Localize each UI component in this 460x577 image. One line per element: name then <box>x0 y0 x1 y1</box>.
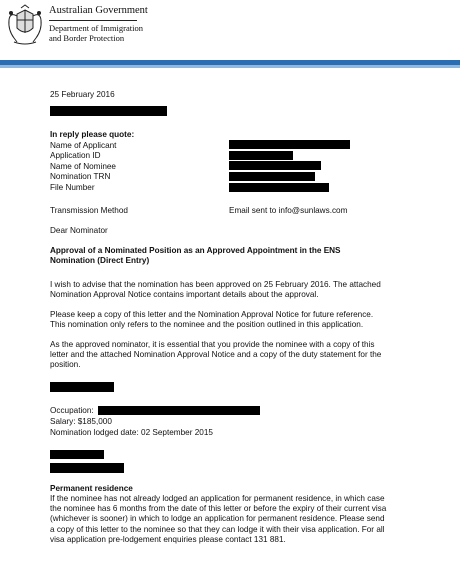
redacted-applicant-name <box>229 140 350 149</box>
department-line-2: and Border Protection <box>49 33 125 43</box>
department-line-1: Department of Immigration <box>49 23 143 33</box>
transmission-value: Email sent to info@sunlaws.com <box>229 206 348 215</box>
paragraph-line: Please keep a copy of this letter and the Nomination Approval Notice for future reference. <box>50 310 374 319</box>
paragraph-line: As the approved nominator, it is essential that you provide the nominee with a copy of this <box>50 340 375 349</box>
subject <box>50 246 430 266</box>
coat-of-arms-icon <box>6 4 44 48</box>
paragraph-line: (whichever is sooner) in which to lodge an application for permanent residence. Please send <box>50 514 385 524</box>
redacted-application-id <box>229 151 293 160</box>
redacted-occupation <box>98 406 260 415</box>
pr-paragraph <box>50 494 442 545</box>
redacted-addressee <box>50 106 167 116</box>
field-applicant-name: Name of Applicant <box>50 141 117 150</box>
redacted-line-1 <box>50 450 104 459</box>
department-name <box>49 23 143 43</box>
redacted-position-line <box>50 382 114 392</box>
paragraph-line: Nomination Approval Notice contains important details about the approval. <box>50 290 319 300</box>
government-name: Australian Government <box>49 5 148 16</box>
paragraph-line: position. <box>50 360 81 370</box>
paragraph-nominator <box>50 340 418 371</box>
paragraph-line: This nomination only refers to the nominee and the position outlined in this application. <box>50 320 364 330</box>
subject-line-1: Approval of a Nominated Position as an Approved Appointment in the ENS <box>50 246 341 255</box>
header-band-light <box>0 65 460 68</box>
letter-date: 25 February 2016 <box>50 90 115 99</box>
redacted-nomination-trn <box>229 172 315 181</box>
salutation: Dear Nominator <box>50 226 108 235</box>
quote-heading: In reply please quote: <box>50 130 135 139</box>
paragraph-line: visa application pre-lodgement enquiries please contact 131 881. <box>50 534 286 544</box>
field-file-number: File Number <box>50 183 95 192</box>
subject-line-2: Nomination (Direct Entry) <box>50 256 150 266</box>
paragraph-line: the nominee has 6 months from the date of this letter or before the expiry of their current visa <box>50 504 387 514</box>
occupation-label: Occupation: <box>50 406 94 415</box>
redacted-line-2 <box>50 463 124 473</box>
redacted-nominee-name <box>229 161 321 170</box>
pr-heading: Permanent residence <box>50 484 133 493</box>
header-rule <box>49 20 137 21</box>
paragraph-line: If the nominee has not already lodged an application for permanent residence, in which case <box>50 494 385 503</box>
field-application-id: Application ID <box>50 151 101 160</box>
field-nomination-trn: Nomination TRN <box>50 172 111 181</box>
lodged-date: Nomination lodged date: 02 September 2015 <box>50 428 213 437</box>
paragraph-approval <box>50 280 418 300</box>
paragraph-line: I wish to advise that the nomination has been approved on 25 February 2016. The attached <box>50 280 381 289</box>
salary: Salary: $185,000 <box>50 417 112 426</box>
field-nominee-name: Name of Nominee <box>50 162 116 171</box>
paragraph-line: letter and the attached Nomination Approval Notice and a copy of the duty statement for the <box>50 350 382 360</box>
paragraph-line: a copy of this letter to the nominee so that they can lodge it with their visa application. For all <box>50 524 385 534</box>
redacted-file-number <box>229 183 329 192</box>
paragraph-keep-copy <box>50 310 418 330</box>
transmission-label: Transmission Method <box>50 206 128 215</box>
